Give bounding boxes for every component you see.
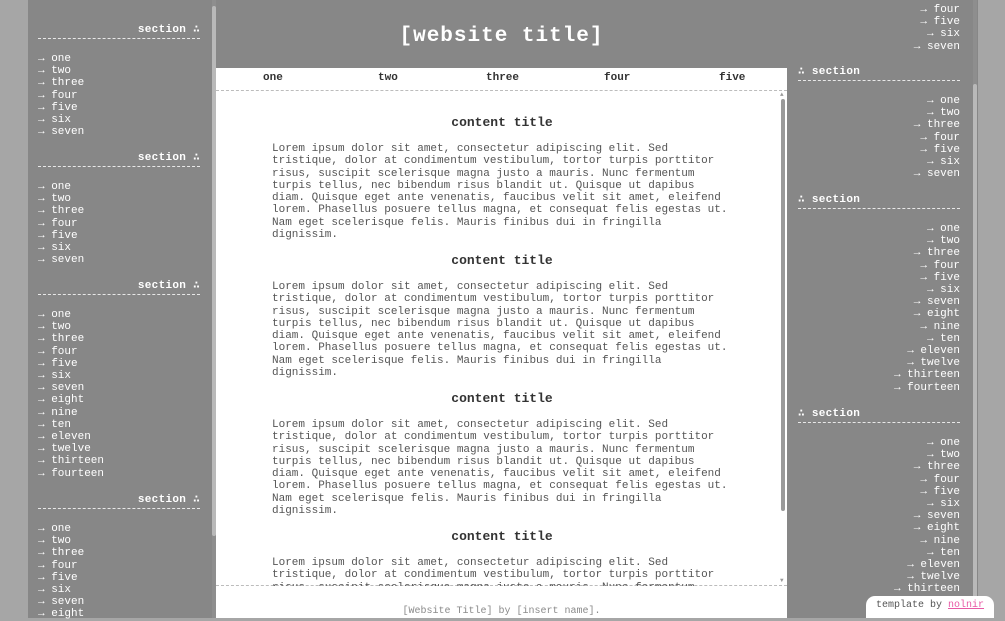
section-link-list xyxy=(38,523,200,621)
sidebar-link[interactable]: → four xyxy=(38,217,78,230)
sidebar-link[interactable]: → three xyxy=(38,333,85,346)
sidebar-link[interactable]: → one xyxy=(38,523,72,535)
sidebar-link[interactable]: → thirteen xyxy=(893,369,960,382)
sidebar-link[interactable]: → two xyxy=(926,107,960,120)
sidebar-link[interactable]: → three xyxy=(913,247,960,260)
content-article xyxy=(272,529,732,594)
site-header xyxy=(216,0,787,68)
sidebar-link[interactable]: → seven xyxy=(913,168,960,181)
sidebar-link[interactable]: → seven xyxy=(913,510,960,523)
sidebar-link[interactable]: → two xyxy=(926,235,960,248)
sidebar-link[interactable]: → five xyxy=(920,485,960,498)
right-section-3 xyxy=(798,408,960,596)
section-link-list xyxy=(38,309,200,480)
sidebar-link[interactable]: → seven xyxy=(38,254,85,267)
sidebar-link[interactable]: → six xyxy=(38,242,72,255)
sidebar-link[interactable]: → three xyxy=(913,461,960,474)
sidebar-link[interactable]: → five xyxy=(38,229,78,242)
sidebar-link[interactable]: → seven xyxy=(38,596,85,609)
sidebar-link[interactable]: → seven xyxy=(913,40,960,53)
left-sidebar xyxy=(28,0,216,621)
sidebar-link[interactable]: → eight xyxy=(38,608,85,621)
right-section-2 xyxy=(798,194,960,394)
site-footer xyxy=(216,586,787,618)
sidebar-link[interactable]: → four xyxy=(920,4,960,16)
section-link-list xyxy=(798,437,960,596)
section-heading: section ∴ xyxy=(38,494,200,509)
sidebar-link[interactable]: → six xyxy=(926,156,960,169)
content-title: content title xyxy=(451,115,553,130)
scroll-up-arrow-icon[interactable]: ▲ xyxy=(780,91,784,98)
sidebar-link[interactable]: → seven xyxy=(38,382,85,395)
nav-item-two[interactable]: two xyxy=(378,72,398,84)
credit-prefix: template by xyxy=(875,600,948,611)
right-top-link-list xyxy=(798,4,960,53)
nav-item-one[interactable]: one xyxy=(263,72,283,84)
sidebar-link[interactable]: → four xyxy=(38,559,78,572)
sidebar-link[interactable]: → eight xyxy=(913,308,960,321)
sidebar-link[interactable]: → nine xyxy=(920,320,960,333)
sidebar-link[interactable]: → six xyxy=(926,28,960,41)
sidebar-link[interactable]: → seven xyxy=(913,296,960,309)
sidebar-link[interactable]: → five xyxy=(920,16,960,29)
right-section-1 xyxy=(798,66,960,180)
section-heading: ∴ section xyxy=(798,66,960,81)
sidebar-link[interactable]: → four xyxy=(38,345,78,358)
section-link-list xyxy=(798,95,960,180)
sidebar-link[interactable]: → six xyxy=(926,498,960,511)
content-article xyxy=(272,391,732,517)
sidebar-link[interactable]: → five xyxy=(920,143,960,156)
sidebar-link[interactable]: → one xyxy=(926,95,960,107)
right-sidebar xyxy=(787,0,978,618)
template-credit xyxy=(866,596,994,618)
section-heading: ∴ section xyxy=(798,408,960,423)
footer-text: [Website Title] by [insert name]. xyxy=(402,606,601,617)
left-section-3 xyxy=(38,280,200,480)
section-heading: ∴ section xyxy=(798,194,960,209)
sidebar-link[interactable]: → five xyxy=(38,101,78,114)
content-scrollbar[interactable] xyxy=(779,91,786,585)
nav-item-three[interactable]: three xyxy=(486,72,520,84)
sidebar-link[interactable]: → thirteen xyxy=(893,583,960,596)
nav-item-five[interactable]: five xyxy=(719,72,746,84)
sidebar-link[interactable]: → one xyxy=(38,53,72,65)
sidebar-link[interactable]: → two xyxy=(38,65,72,78)
content-article xyxy=(272,253,732,379)
sidebar-link[interactable]: → four xyxy=(38,89,78,102)
sidebar-link[interactable]: → ten xyxy=(38,418,72,431)
sidebar-link[interactable]: → fourteen xyxy=(893,381,960,394)
sidebar-link[interactable]: → ten xyxy=(926,332,960,345)
section-heading: section ∴ xyxy=(38,152,200,167)
sidebar-link[interactable]: → two xyxy=(926,449,960,462)
sidebar-link[interactable]: → four xyxy=(920,473,960,486)
sidebar-link[interactable]: → seven xyxy=(38,126,85,139)
sidebar-link[interactable]: → thirteen xyxy=(38,455,105,468)
sidebar-link[interactable]: → five xyxy=(38,571,78,584)
sidebar-link[interactable]: → six xyxy=(38,584,72,597)
sidebar-link[interactable]: → two xyxy=(38,321,72,334)
sidebar-link[interactable]: → two xyxy=(38,535,72,548)
right-sidebar-scrollbar[interactable] xyxy=(973,0,977,618)
sidebar-link[interactable]: → one xyxy=(926,437,960,449)
section-link-list xyxy=(798,223,960,394)
website-title: [website title] xyxy=(399,25,604,48)
section-link-list xyxy=(38,53,200,138)
scroll-down-arrow-icon[interactable]: ▼ xyxy=(780,577,784,584)
sidebar-link[interactable]: → four xyxy=(920,131,960,144)
sidebar-link[interactable]: → three xyxy=(38,77,85,90)
left-section-2 xyxy=(38,152,200,266)
sidebar-link[interactable]: → ten xyxy=(926,546,960,559)
sidebar-link[interactable]: → eight xyxy=(913,522,960,535)
main-content xyxy=(216,91,787,586)
sidebar-link[interactable]: → three xyxy=(913,119,960,132)
main-nav xyxy=(216,68,787,91)
sidebar-link[interactable]: → twelve xyxy=(907,571,960,584)
sidebar-link[interactable]: → six xyxy=(926,284,960,297)
sidebar-link[interactable]: → eleven xyxy=(907,345,960,358)
sidebar-link[interactable]: → eleven xyxy=(38,431,91,444)
sidebar-link[interactable]: → five xyxy=(920,271,960,284)
section-heading: section ∴ xyxy=(38,280,200,295)
sidebar-link[interactable]: → four xyxy=(920,259,960,272)
sidebar-link[interactable]: → twelve xyxy=(907,357,960,370)
sidebar-link[interactable]: → three xyxy=(38,205,85,218)
content-scrollbar-thumb[interactable] xyxy=(781,99,785,511)
sidebar-link[interactable]: → three xyxy=(38,547,85,560)
sidebar-link[interactable]: → six xyxy=(38,114,72,127)
content-article xyxy=(272,115,732,241)
sidebar-link[interactable]: → six xyxy=(38,370,72,383)
left-section-4 xyxy=(38,494,200,621)
content-body: Lorem ipsum dolor sit amet, consectetur adipiscing elit. Sed tristique, dolor at condimentum vestibulum, tortor turpis porttitor xyxy=(272,557,715,582)
content-body: Lorem ipsum dolor sit amet, consectetur adipiscing elit. Sed tristique, dolor at condimentum vestibulum, tortor turpis porttitor risus, suscipit scelerisque magna justo a mauris. Nunc fermentum turpis tellus, nec bibendum risus blandit ut. Quisque ut dapibus diam. Quisque eget ante venenatis, faucibus velit sit amet, eleifend lorem. Phasellus posuere tellus magna, et consequat felis egestas ut. Nam eget scelerisque felis. Mauris finibus dui in fringilla dignissim. xyxy=(272,281,728,379)
sidebar-link[interactable]: → two xyxy=(38,193,72,206)
content-title: content title xyxy=(451,529,553,544)
sidebar-link[interactable]: → twelve xyxy=(38,443,91,456)
sidebar-link[interactable]: → five xyxy=(38,357,78,370)
sidebar-link[interactable]: → fourteen xyxy=(38,467,105,480)
sidebar-link[interactable]: → nine xyxy=(38,406,78,419)
content-title: content title xyxy=(451,391,553,406)
sidebar-link[interactable]: → nine xyxy=(920,534,960,547)
sidebar-link[interactable]: → one xyxy=(38,181,72,193)
left-section-1 xyxy=(38,24,200,138)
sidebar-link[interactable]: → one xyxy=(38,309,72,321)
section-heading: section ∴ xyxy=(38,24,200,39)
content-body: Lorem ipsum dolor sit amet, consectetur adipiscing elit. Sed tristique, dolor at condimentum vestibulum, tortor turpis porttitor risus, suscipit scelerisque magna justo a mauris. Nunc fermentum turpis tellus, nec bibendum risus blandit ut. Quisque ut dapibus diam. Quisque eget ante venenatis, faucibus velit sit amet, eleifend lorem. Phasellus posuere tellus magna, et consequat felis egestas ut. Nam eget scelerisque felis. Mauris finibus dui in fringilla dignissim. xyxy=(272,419,728,517)
right-scrollbar-thumb[interactable] xyxy=(973,84,977,618)
content-title: content title xyxy=(451,253,553,268)
content-body: Lorem ipsum dolor sit amet, consectetur adipiscing elit. Sed tristique, dolor at condimentum vestibulum, tortor turpis porttitor risus, suscipit scelerisque magna justo a mauris. Nunc fermentum turpis tellus, nec bibendum risus blandit ut. Quisque ut dapibus diam. Quisque eget ante venenatis, faucibus velit sit amet, eleifend lorem. Phasellus posuere tellus magna, et consequat felis egestas ut. Nam eget scelerisque felis. Mauris finibus dui in fringilla dignissim. xyxy=(272,143,728,241)
sidebar-link[interactable]: → eleven xyxy=(907,559,960,572)
credit-author-link[interactable]: nolnir xyxy=(948,600,985,611)
sidebar-link[interactable]: → one xyxy=(926,223,960,235)
nav-item-four[interactable]: four xyxy=(604,72,631,84)
sidebar-link[interactable]: → eight xyxy=(38,394,85,407)
section-link-list xyxy=(38,181,200,266)
